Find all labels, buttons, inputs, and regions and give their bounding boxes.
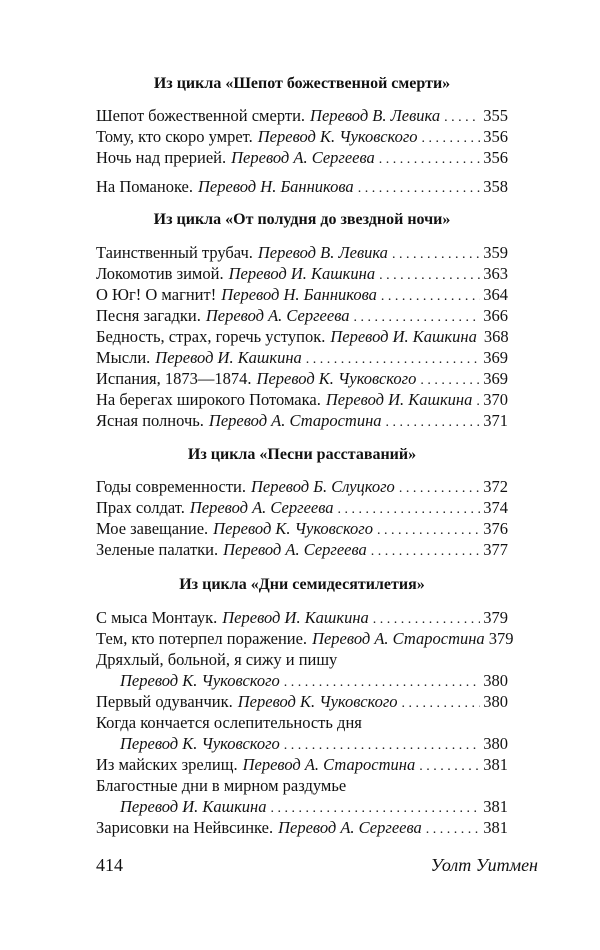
leader-dots: [381, 287, 480, 307]
entry-page: 372: [483, 477, 508, 496]
entry-title: Прах солдат.: [96, 498, 185, 517]
entry-title: Годы современности.: [96, 477, 246, 496]
leader-dots: [419, 757, 480, 777]
entry-page: 355: [483, 106, 508, 125]
leader-dots: [373, 610, 480, 630]
entry-translator: Перевод И. Кашкина: [330, 327, 477, 346]
entry-page: 380: [483, 671, 508, 690]
entry-page: 359: [483, 243, 508, 262]
entry-page: 374: [483, 498, 508, 517]
entry-page: 379: [488, 629, 514, 648]
toc-entry: [120, 734, 508, 754]
entry-page: 368: [483, 327, 509, 346]
entry-title: Песня загадки.: [96, 306, 201, 325]
toc-entry: [96, 243, 508, 263]
toc-entry: [96, 519, 508, 539]
entry-translator: Перевод А. Сергеева: [278, 818, 422, 837]
entry-title: На берегах широкого Потомака.: [96, 390, 321, 409]
entry-page: 371: [483, 411, 508, 430]
entry-translator: Перевод К. Чуковского: [213, 519, 373, 538]
toc-entry: [96, 692, 508, 712]
toc-entry: [96, 411, 508, 431]
entry-title: Тому, кто скоро умрет.: [96, 127, 253, 146]
toc-entry: [96, 148, 508, 168]
entry-title: Шепот божественной смерти.: [96, 106, 306, 125]
entry-page: 380: [483, 734, 508, 753]
entry-page: 381: [483, 818, 508, 837]
leader-dots: [422, 129, 481, 149]
entry-title: Мое завещание.: [96, 519, 209, 538]
entry-page: 370: [483, 390, 508, 409]
entry-title: На Поманоке.: [96, 177, 194, 196]
toc-entry: [96, 106, 508, 126]
leader-dots: [476, 392, 480, 412]
leader-dots: [379, 150, 480, 170]
entry-translator: Перевод Б. Слуцкого: [250, 477, 395, 496]
toc-entry: [96, 498, 508, 518]
leader-dots: [306, 350, 480, 370]
running-footer-author: Уолт Уитмен: [430, 855, 538, 875]
entry-title: Ночь над прерией.: [96, 148, 227, 167]
toc-entry: [96, 608, 508, 628]
toc-entry: [96, 327, 508, 347]
leader-dots: [354, 308, 481, 328]
toc-entry: [96, 755, 508, 775]
leader-dots: [392, 245, 480, 265]
entry-title: Испания, 1873—1874.: [96, 369, 252, 388]
entry-translator: Перевод К. Чуковского: [257, 127, 418, 146]
entry-page: 381: [483, 797, 508, 816]
toc-entry: [96, 629, 514, 649]
entry-title-line: Когда кончается ослепительность дня: [96, 713, 362, 732]
entry-translator: Перевод К. Чуковского: [120, 671, 280, 690]
entry-title: Мысли.: [96, 348, 151, 367]
entry-title-line: Благостные дни в мирном раздумье: [96, 776, 347, 795]
leader-dots: [426, 820, 480, 840]
leader-dots: [284, 736, 480, 756]
entry-translator: Перевод К. Чуковского: [237, 692, 398, 711]
entry-title: Локомотив зимой.: [96, 264, 224, 283]
toc-entry: [96, 540, 508, 560]
toc-entry: [96, 818, 508, 838]
entry-translator: Перевод В. Левика: [310, 106, 441, 125]
entry-translator: Перевод А. Сергеева: [205, 306, 350, 325]
entry-page: 377: [483, 540, 508, 559]
toc-entry: [96, 390, 508, 410]
toc-entry: [96, 264, 508, 284]
entry-page: 379: [483, 608, 508, 627]
entry-translator: Перевод А. Сергеева: [231, 148, 375, 167]
entry-page: 376: [483, 519, 508, 538]
page-number: 414: [96, 855, 123, 875]
entry-translator: Перевод И. Кашкина: [222, 608, 369, 627]
toc-entry: [96, 348, 508, 368]
entry-title: Ясная полночь.: [96, 411, 204, 430]
entry-translator: Перевод К. Чуковского: [256, 369, 417, 388]
entry-translator: Перевод И. Кашкина: [228, 264, 376, 283]
entry-title: Таинственный трубач.: [96, 243, 253, 262]
toc-entry: [96, 369, 508, 389]
entry-title: Зарисовки на Нейвсинке.: [96, 818, 274, 837]
toc-entry: [96, 127, 508, 147]
entry-translator: Перевод Н. Банникова: [221, 285, 377, 304]
entry-page: 356: [483, 127, 508, 146]
entry-translator: Перевод И. Кашкина: [155, 348, 302, 367]
leader-dots: [338, 500, 481, 520]
leader-dots: [271, 799, 481, 819]
section-heading: Из цикла «Дни семидесятилетия»: [179, 576, 425, 593]
toc-entry: [96, 477, 508, 497]
entry-translator: Перевод А. Старостина: [208, 411, 382, 430]
entry-page: 356: [483, 148, 508, 167]
entry-page: 380: [483, 692, 508, 711]
leader-dots: [284, 673, 480, 693]
entry-page: 369: [483, 348, 508, 367]
entry-translator: Перевод В. Левика: [257, 243, 388, 262]
toc-entry: [120, 671, 508, 691]
leader-dots: [444, 108, 480, 128]
leader-dots: [420, 371, 480, 391]
entry-page: 369: [483, 369, 508, 388]
entry-page: 364: [483, 285, 508, 304]
section-heading: Из цикла «Шепот божественной смерти»: [153, 75, 451, 92]
entry-translator: Перевод И. Кашкина: [325, 390, 473, 409]
entry-translator: Перевод Н. Банникова: [198, 177, 354, 196]
leader-dots: [371, 542, 480, 562]
entry-title: Зеленые палатки.: [96, 540, 219, 559]
entry-page: 363: [483, 264, 508, 283]
leader-dots: [379, 266, 480, 286]
toc-entry: [96, 177, 508, 197]
leader-dots: [377, 521, 480, 541]
entry-translator: Перевод А. Старостина: [242, 755, 416, 774]
entry-page: 366: [483, 306, 508, 325]
entry-translator: Перевод И. Кашкина: [120, 797, 267, 816]
entry-title-line: Дряхлый, больной, я сижу и пишу: [96, 650, 338, 669]
section-heading: Из цикла «Песни расставаний»: [187, 446, 417, 463]
leader-dots: [358, 179, 481, 199]
entry-title: Из майских зрелищ.: [96, 755, 238, 774]
entry-translator: Перевод А. Сергеева: [223, 540, 367, 559]
leader-dots: [399, 479, 480, 499]
entry-title: Первый одуванчик.: [96, 692, 233, 711]
entry-translator: Перевод К. Чуковского: [120, 734, 280, 753]
toc-entry: [96, 285, 508, 305]
section-heading: Из цикла «От полудня до звездной ночи»: [153, 211, 451, 228]
leader-dots: [402, 694, 481, 714]
entry-translator: Перевод А. Сергеева: [189, 498, 334, 517]
entry-title: Бедность, страх, горечь уступок.: [96, 327, 326, 346]
entry-title: Тем, кто потерпел поражение.: [96, 629, 308, 648]
toc-entry: [96, 306, 508, 326]
entry-page: 358: [483, 177, 508, 196]
entry-page: 381: [483, 755, 508, 774]
entry-title: О Юг! О магнит!: [96, 285, 217, 304]
toc-entry: [120, 797, 508, 817]
leader-dots: [386, 413, 481, 433]
entry-title: С мыса Монтаук.: [96, 608, 218, 627]
entry-translator: Перевод А. Старостина: [312, 629, 485, 648]
